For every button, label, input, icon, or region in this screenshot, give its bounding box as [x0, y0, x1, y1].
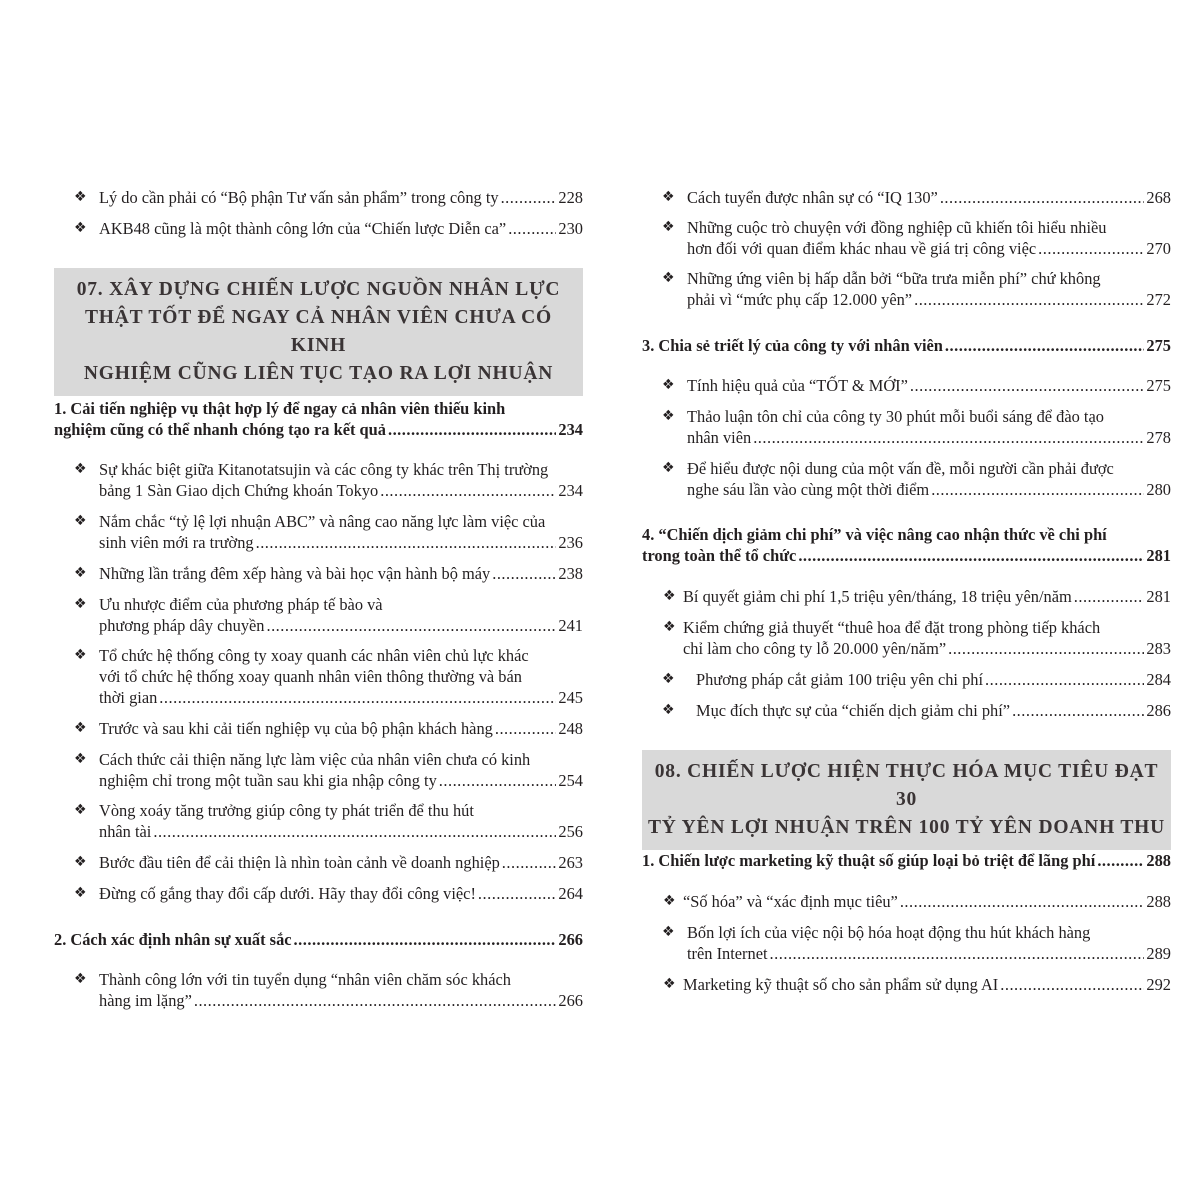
- toc-entry: ❖ AKB48 cũng là một thành công lớn của “Chiến lược Diễn ca” ..... 230: [54, 218, 583, 239]
- page-number: 268: [1146, 188, 1171, 207]
- toc-entry: ❖ Cách tuyển được nhân sự có “IQ 130” ..... 268: [642, 187, 1171, 208]
- toc-entry: ❖ Marketing kỹ thuật số cho sản phẩm sử dụng AI ..... 292: [642, 974, 1171, 995]
- diamond-bullet-icon: ❖: [74, 720, 87, 736]
- page-number: 275: [1146, 336, 1171, 355]
- toc-entry: ❖ Ưu nhược điểm của phương pháp tế bào và phương pháp dây chuyền ..... 241: [54, 594, 583, 636]
- toc-entry: ❖ “Số hóa” và “xác định mục tiêu” ..... 288: [642, 891, 1171, 912]
- toc-entry: ❖ Kiểm chứng giả thuyết “thuê hoa để đặt trong phòng tiếp khách chỉ làm cho công ty lỗ 20.000 yên/năm” ..... 283: [642, 617, 1171, 659]
- page-number: 292: [1146, 975, 1171, 994]
- diamond-bullet-icon: ❖: [662, 671, 675, 687]
- page-number: 264: [558, 884, 583, 903]
- page-number: 280: [1146, 480, 1171, 499]
- toc-entry: ❖ Những lần trắng đêm xếp hàng và bài học vận hành bộ máy ..... 238: [54, 563, 583, 584]
- toc-entry: ❖ Phương pháp cắt giảm 100 triệu yên chi phí ..... 284: [642, 669, 1171, 690]
- toc-entry: ❖ Thành công lớn với tin tuyển dụng “nhân viên chăm sóc khách hàng im lặng” ..... 266: [54, 969, 583, 1011]
- page-number: 238: [558, 564, 583, 583]
- toc-entry: ❖ Sự khác biệt giữa Kitanotatsujin và các công ty khác trên Thị trường bảng 1 Sàn Giao dịch Chứng khoán Tokyo ..... 234: [54, 459, 583, 501]
- page-number: 266: [558, 991, 583, 1010]
- toc-entry: ❖ Bốn lợi ích của việc nội bộ hóa hoạt động thu hút khách hàng trên Internet ..... 289: [642, 922, 1171, 964]
- chapter-heading-08: 08. CHIẾN LƯỢC HIỆN THỰC HÓA MỤC TIÊU ĐẠT 30 TỶ YÊN LỢI NHUẬN TRÊN 100 TỶ YÊN DOANH THU: [642, 750, 1171, 850]
- diamond-bullet-icon: ❖: [74, 751, 87, 767]
- page-number: 234: [558, 481, 583, 500]
- page-number: 254: [558, 771, 583, 790]
- toc-entry: ❖ Lý do cần phải có “Bộ phận Tư vấn sản phẩm” trong công ty ..... 228: [54, 187, 583, 208]
- page-number: 288: [1146, 851, 1171, 870]
- page-number: 236: [558, 533, 583, 552]
- toc-entry: ❖ Những ứng viên bị hấp dẫn bởi “bữa trưa miễn phí” chứ không phải vì “mức phụ cấp 12.000 yên” ..... 272: [642, 268, 1171, 310]
- diamond-bullet-icon: ❖: [663, 893, 676, 909]
- diamond-bullet-icon: ❖: [662, 460, 675, 476]
- toc-entry: ❖ Mục đích thực sự của “chiến dịch giảm chi phí” ..... 286: [642, 700, 1171, 721]
- toc-entry: ❖ Trước và sau khi cải tiến nghiệp vụ của bộ phận khách hàng ..... 248: [54, 718, 583, 739]
- diamond-bullet-icon: ❖: [74, 513, 87, 529]
- page-number: 241: [558, 616, 583, 635]
- page-number: 272: [1146, 290, 1171, 309]
- page-number: 286: [1146, 701, 1171, 720]
- page-number: 230: [558, 219, 583, 238]
- page-number: 281: [1146, 587, 1171, 606]
- diamond-bullet-icon: ❖: [662, 924, 675, 940]
- diamond-bullet-icon: ❖: [662, 189, 675, 205]
- section-heading: 4. “Chiến dịch giảm chi phí” và việc nâng cao nhận thức về chi phí trong toàn thể tổ chức ..... 281: [642, 524, 1171, 566]
- diamond-bullet-icon: ❖: [74, 854, 87, 870]
- diamond-bullet-icon: ❖: [662, 408, 675, 424]
- diamond-bullet-icon: ❖: [662, 270, 675, 286]
- toc-entry: ❖ Thảo luận tôn chỉ của công ty 30 phút mỗi buổi sáng để đào tạo nhân viên ..... 278: [642, 406, 1171, 448]
- section-heading: 2. Cách xác định nhân sự xuất sắc ..... 266: [54, 929, 583, 950]
- section-heading: 1. Cải tiến nghiệp vụ thật hợp lý để ngay cả nhân viên thiếu kinh nghiệm cũng có thể nhanh chóng tạo ra kết quả ..... 234: [54, 398, 583, 440]
- section-heading: 3. Chia sẻ triết lý của công ty với nhân viên ..... 275: [642, 335, 1171, 356]
- toc-entry: ❖ Tổ chức hệ thống công ty xoay quanh các nhân viên chủ lực khác với tổ chức hệ thống xoay quanh nhân viên thông thường và bán thời gian ..... 245: [54, 645, 583, 708]
- diamond-bullet-icon: ❖: [74, 565, 87, 581]
- toc-entry: ❖ Đừng cố gắng thay đổi cấp dưới. Hãy thay đổi công việc! ..... 264: [54, 883, 583, 904]
- diamond-bullet-icon: ❖: [74, 596, 87, 612]
- diamond-bullet-icon: ❖: [662, 702, 675, 718]
- chapter-heading-07: 07. XÂY DỰNG CHIẾN LƯỢC NGUỒN NHÂN LỰC THẬT TỐT ĐỂ NGAY CẢ NHÂN VIÊN CHƯA CÓ KINH NGHIỆM CŨNG LIÊN TỤC TẠO RA LỢI NHUẬN: [54, 268, 583, 396]
- diamond-bullet-icon: ❖: [74, 461, 87, 477]
- diamond-bullet-icon: ❖: [74, 802, 87, 818]
- page-number: 228: [558, 188, 583, 207]
- diamond-bullet-icon: ❖: [663, 588, 676, 604]
- diamond-bullet-icon: ❖: [663, 619, 676, 635]
- diamond-bullet-icon: ❖: [74, 885, 87, 901]
- diamond-bullet-icon: ❖: [74, 647, 87, 663]
- section-heading: 1. Chiến lược marketing kỹ thuật số giúp loại bỏ triệt để lãng phí ..... 288: [642, 850, 1171, 871]
- toc-entry: ❖ Những cuộc trò chuyện với đồng nghiệp cũ khiến tôi hiểu nhiều hơn đối với quan điểm khác nhau về giá trị công việc ..... 270: [642, 217, 1171, 259]
- page-number: 278: [1146, 428, 1171, 447]
- diamond-bullet-icon: ❖: [663, 976, 676, 992]
- diamond-bullet-icon: ❖: [74, 220, 87, 236]
- page-number: 245: [558, 688, 583, 707]
- page-number: 256: [558, 822, 583, 841]
- toc-entry: ❖ Bước đầu tiên để cải thiện là nhìn toàn cảnh về doanh nghiệp ..... 263: [54, 852, 583, 873]
- page-number: 289: [1146, 944, 1171, 963]
- diamond-bullet-icon: ❖: [662, 377, 675, 393]
- page-number: 270: [1146, 239, 1171, 258]
- page-number: 281: [1146, 546, 1171, 565]
- page-number: 283: [1146, 639, 1171, 658]
- diamond-bullet-icon: ❖: [662, 219, 675, 235]
- toc-entry: ❖ Bí quyết giảm chi phí 1,5 triệu yên/tháng, 18 triệu yên/năm ..... 281: [642, 586, 1171, 607]
- toc-entry: ❖ Tính hiệu quả của “TỐT & MỚI” ..... 275: [642, 375, 1171, 396]
- page-number: 248: [558, 719, 583, 738]
- page-number: 275: [1146, 376, 1171, 395]
- page-number: 284: [1146, 670, 1171, 689]
- toc-entry: ❖ Vòng xoáy tăng trưởng giúp công ty phát triển để thu hút nhân tài ..... 256: [54, 800, 583, 842]
- toc-entry: ❖ Nắm chắc “tỷ lệ lợi nhuận ABC” và nâng cao năng lực làm việc của sinh viên mới ra trường ..... 236: [54, 511, 583, 553]
- page-number: 288: [1146, 892, 1171, 911]
- diamond-bullet-icon: ❖: [74, 189, 87, 205]
- toc-entry: ❖ Để hiểu được nội dung của một vấn đề, mỗi người cần phải được nghe sáu lần vào cùng một thời điểm ..... 280: [642, 458, 1171, 500]
- diamond-bullet-icon: ❖: [74, 971, 87, 987]
- page-number: 266: [558, 930, 583, 949]
- toc-entry: ❖ Cách thức cải thiện năng lực làm việc của nhân viên chưa có kinh nghiệm chỉ trong một tuần sau khi gia nhập công ty ..... 254: [54, 749, 583, 791]
- page-number: 263: [558, 853, 583, 872]
- page-number: 234: [558, 420, 583, 439]
